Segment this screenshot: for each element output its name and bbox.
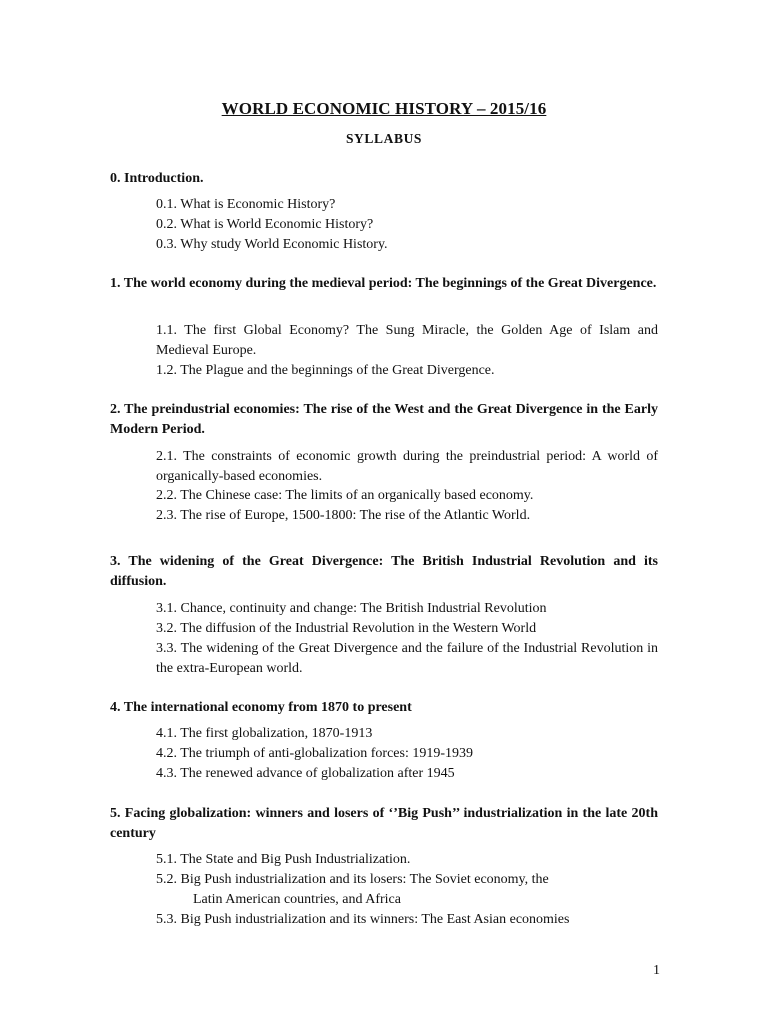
section-5-item-2: 5.2. Big Push industrialization and its losers: The Soviet economy, the <box>156 872 549 887</box>
section-2-item-1: 2.1. The constraints of economic growth during the preindustrial period: A world of organically-based economies. <box>156 449 658 484</box>
page-number: 1 <box>653 963 660 978</box>
section-4-item-1: 4.1. The first globalization, 1870-1913 <box>156 726 373 741</box>
section-heading-3: 3. The widening of the Great Divergence: The British Industrial Revolution and its diffusion. <box>110 554 658 589</box>
section-1-item-2: 1.2. The Plague and the beginnings of the Great Divergence. <box>156 363 495 378</box>
section-3-item-1: 3.1. Chance, continuity and change: The British Industrial Revolution <box>156 601 547 616</box>
section-heading-5: 5. Facing globalization: winners and losers of ‘’Big Push’’ industrialization in the late 20th century <box>110 806 658 841</box>
document-subtitle: SYLLABUS <box>345 131 423 146</box>
section-4-item-3: 4.3. The renewed advance of globalization after 1945 <box>156 766 455 781</box>
section-heading-2: 2. The preindustrial economies: The rise of the West and the Great Divergence in the Early Modern Period. <box>110 402 658 437</box>
document-title: WORLD ECONOMIC HISTORY – 2015/16 <box>221 99 547 118</box>
section-3-item-3: 3.3. The widening of the Great Divergence and the failure of the Industrial Revolution in the extra-European world. <box>156 641 658 676</box>
section-heading-1: 1. The world economy during the medieval period: The beginnings of the Great Divergence. <box>110 276 657 291</box>
section-heading-4: 4. The international economy from 1870 to present <box>110 700 412 715</box>
section-0-item-2: 0.2. What is World Economic History? <box>156 217 374 232</box>
section-heading-0: 0. Introduction. <box>110 171 204 186</box>
section-4-item-2: 4.2. The triumph of anti-globalization forces: 1919-1939 <box>156 746 474 761</box>
section-3-item-2: 3.2. The diffusion of the Industrial Revolution in the Western World <box>156 621 537 636</box>
section-5-item-2-continuation: Latin American countries, and Africa <box>193 892 401 907</box>
section-5-item-1: 5.1. The State and Big Push Industrialization. <box>156 852 411 867</box>
section-5-item-3: 5.3. Big Push industrialization and its winners: The East Asian economies <box>156 912 570 927</box>
section-2-item-2: 2.2. The Chinese case: The limits of an organically based economy. <box>156 488 534 503</box>
section-0-item-1: 0.1. What is Economic History? <box>156 197 336 212</box>
section-1-item-1: 1.1. The first Global Economy? The Sung Miracle, the Golden Age of Islam and Medieval Europe. <box>156 323 658 358</box>
section-2-item-3: 2.3. The rise of Europe, 1500-1800: The rise of the Atlantic World. <box>156 508 531 523</box>
section-0-item-3: 0.3. Why study World Economic History. <box>156 237 388 252</box>
